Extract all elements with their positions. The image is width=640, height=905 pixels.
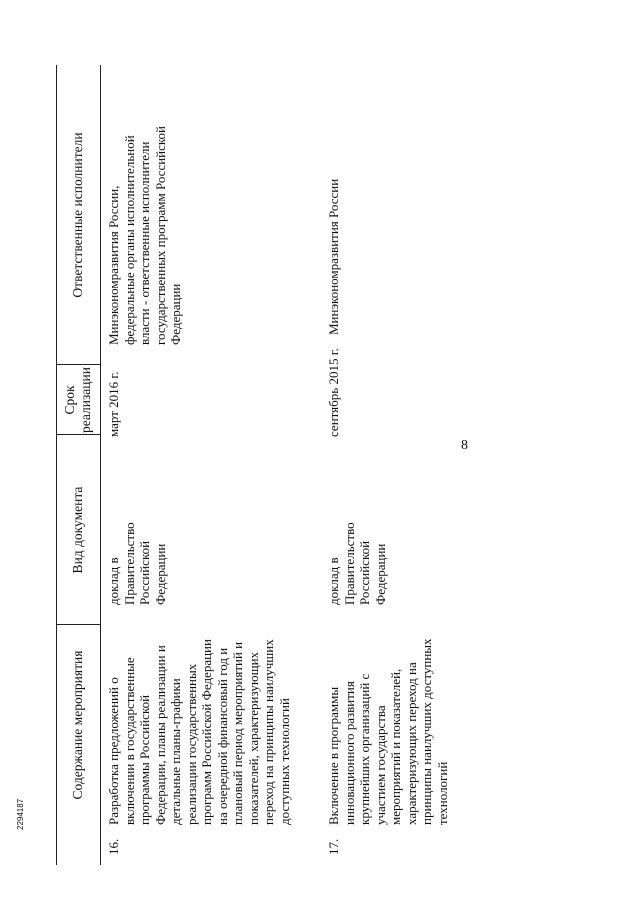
header-responsible: Ответственные исполнители	[70, 132, 85, 298]
row-16-responsible: Минэкономразвития России, федеральные органы исполнительной власти - ответственные исполнители государственных программ Российской Федерации	[106, 125, 183, 345]
page-number: 8	[461, 438, 468, 453]
row-17-doc-type: доклад в Правительство Российской Федерации	[326, 522, 388, 605]
row-17-responsible: Минэкономразвития России	[326, 178, 341, 335]
header-content: Содержание мероприятия	[70, 650, 85, 800]
row-17-content: Включение в программы инновационного развития крупнейших организаций с участием государства мероприятий и показателей, характеризующих переход на принципы наилучших доступных технологий	[326, 638, 450, 825]
row-16-doc-type: доклад в Правительство Российской Федерации	[106, 522, 168, 605]
document-code: 2294187	[16, 798, 25, 830]
row-16-number: 16.	[106, 838, 121, 855]
rotated-table	[56, 65, 456, 865]
row-17-number: 17.	[326, 838, 341, 855]
row-16-content: Разработка предложений о включении в государственные программы Российской Федерации, планы реализации и детальные планы-графики реализации государственных программ Российской Федерации на очередной финансовый год и плановый период мероприятий и показателей, характеризующих переход на принципы наилучших доступных технологий	[106, 639, 292, 825]
row-16-deadline: март 2016 г.	[106, 371, 121, 437]
row-17-deadline: сентябрь 2015 г.	[326, 348, 341, 437]
header-doc-type: Вид документа	[70, 486, 85, 574]
header-deadline: Срок реализации	[62, 367, 93, 433]
